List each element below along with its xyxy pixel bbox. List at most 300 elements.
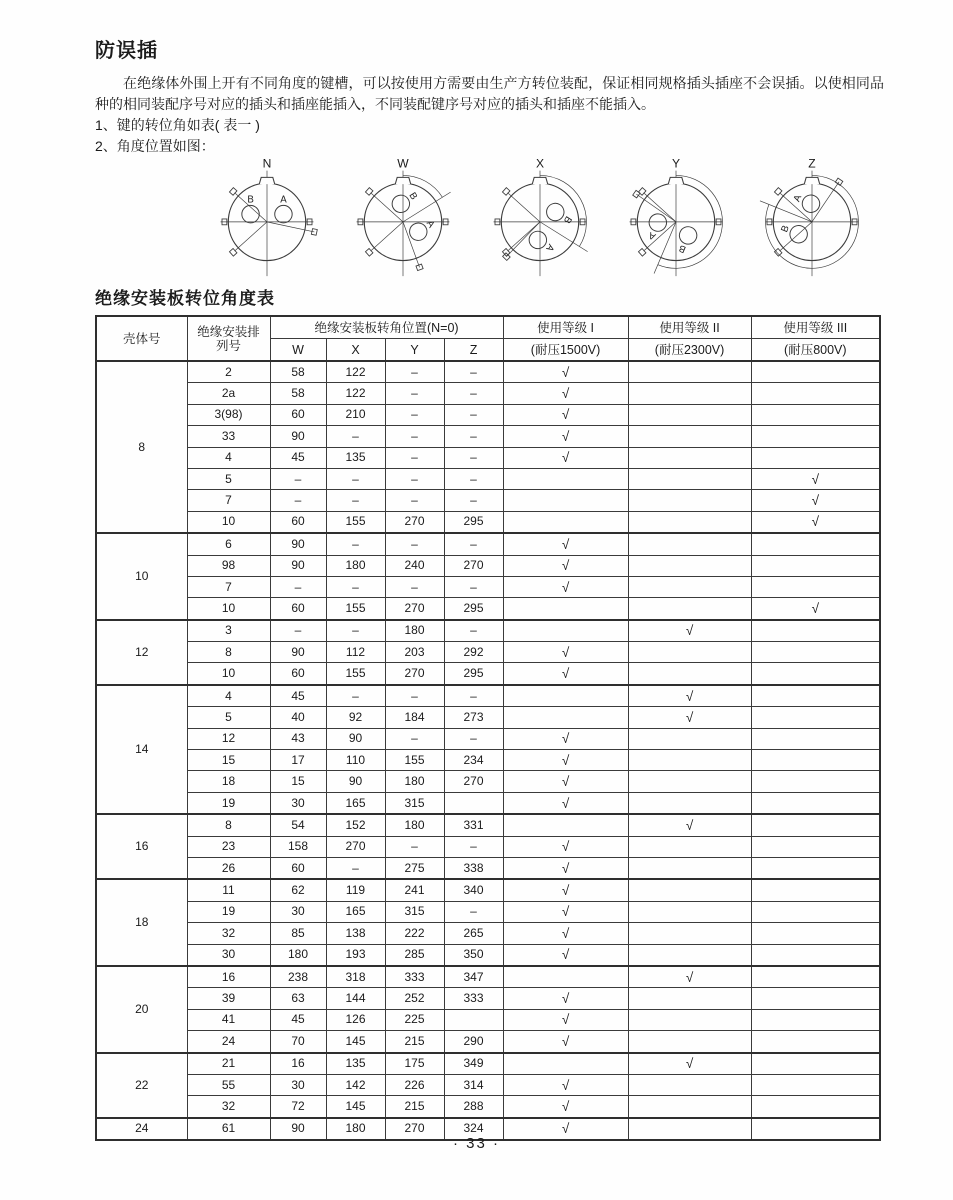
cell-w: 54 bbox=[270, 814, 326, 836]
cell-seq: 33 bbox=[187, 426, 270, 447]
cell-level-1: √ bbox=[503, 447, 628, 468]
header-level-3: 使用等级 III bbox=[751, 316, 880, 339]
cell-z: – bbox=[444, 383, 503, 404]
cell-level-3 bbox=[751, 1096, 880, 1118]
cell-level-3 bbox=[751, 361, 880, 383]
cell-level-3 bbox=[751, 642, 880, 663]
svg-text:W: W bbox=[397, 158, 409, 171]
connector-diagram-n bbox=[213, 158, 321, 278]
cell-x: 180 bbox=[326, 1118, 385, 1140]
cell-z: 340 bbox=[444, 879, 503, 901]
svg-text:A: A bbox=[646, 229, 658, 242]
cell-level-2: √ bbox=[628, 966, 751, 988]
cell-seq: 5 bbox=[187, 707, 270, 728]
cell-level-2 bbox=[628, 511, 751, 533]
cell-level-2 bbox=[628, 404, 751, 425]
cell-shell: 10 bbox=[96, 533, 187, 620]
cell-level-1: √ bbox=[503, 1096, 628, 1118]
header-shell: 壳体号 bbox=[96, 316, 187, 361]
cell-level-2 bbox=[628, 383, 751, 404]
cell-x: – bbox=[326, 857, 385, 879]
cell-y: 180 bbox=[385, 814, 444, 836]
cell-w: – bbox=[270, 620, 326, 642]
cell-z: – bbox=[444, 685, 503, 707]
cell-z: 295 bbox=[444, 511, 503, 533]
cell-y: – bbox=[385, 728, 444, 749]
header-col-z: Z bbox=[444, 339, 503, 362]
cell-z: 270 bbox=[444, 771, 503, 792]
header-seq-line2: 列号 bbox=[215, 338, 241, 353]
cell-y: – bbox=[385, 404, 444, 425]
cell-level-2 bbox=[628, 663, 751, 685]
cell-y: 215 bbox=[385, 1096, 444, 1118]
cell-w: 60 bbox=[270, 663, 326, 685]
cell-seq: 12 bbox=[187, 728, 270, 749]
cell-level-3 bbox=[751, 707, 880, 728]
cell-x: – bbox=[326, 468, 385, 489]
cell-level-2 bbox=[628, 490, 751, 511]
cell-z: 288 bbox=[444, 1096, 503, 1118]
cell-level-1: √ bbox=[503, 792, 628, 814]
cell-x: – bbox=[326, 533, 385, 555]
cell-seq: 24 bbox=[187, 1031, 270, 1053]
cell-y: 180 bbox=[385, 771, 444, 792]
cell-seq: 21 bbox=[187, 1053, 270, 1075]
cell-level-1: √ bbox=[503, 1009, 628, 1030]
cell-level-3 bbox=[751, 1074, 880, 1095]
cell-w: 30 bbox=[270, 901, 326, 922]
cell-seq: 8 bbox=[187, 814, 270, 836]
table-row bbox=[96, 490, 880, 511]
header-col-w: W bbox=[270, 339, 326, 362]
cell-level-3 bbox=[751, 426, 880, 447]
cell-level-2: √ bbox=[628, 707, 751, 728]
cell-w: 45 bbox=[270, 447, 326, 468]
table-row bbox=[96, 814, 880, 836]
cell-y: 285 bbox=[385, 944, 444, 966]
cell-y: 275 bbox=[385, 857, 444, 879]
cell-x: 210 bbox=[326, 404, 385, 425]
cell-level-1: √ bbox=[503, 426, 628, 447]
table-row bbox=[96, 1009, 880, 1030]
cell-z: 290 bbox=[444, 1031, 503, 1053]
cell-y: – bbox=[385, 426, 444, 447]
cell-z: 338 bbox=[444, 857, 503, 879]
cell-y: 155 bbox=[385, 750, 444, 771]
cell-level-1: √ bbox=[503, 404, 628, 425]
header-angle-group: 绝缘安装板转角位置(N=0) bbox=[270, 316, 503, 339]
cell-x: 122 bbox=[326, 383, 385, 404]
cell-level-3: √ bbox=[751, 490, 880, 511]
cell-w: 45 bbox=[270, 685, 326, 707]
cell-level-1: √ bbox=[503, 750, 628, 771]
cell-level-3 bbox=[751, 750, 880, 771]
cell-level-2 bbox=[628, 598, 751, 620]
cell-level-1: √ bbox=[503, 555, 628, 576]
cell-level-2 bbox=[628, 1031, 751, 1053]
cell-level-3 bbox=[751, 944, 880, 966]
cell-y: 270 bbox=[385, 663, 444, 685]
svg-text:B: B bbox=[677, 242, 688, 255]
cell-w: 63 bbox=[270, 988, 326, 1009]
cell-z bbox=[444, 792, 503, 814]
cell-w: 30 bbox=[270, 1074, 326, 1095]
cell-w: 43 bbox=[270, 728, 326, 749]
table-row bbox=[96, 383, 880, 404]
cell-z: – bbox=[444, 728, 503, 749]
cell-level-2: √ bbox=[628, 620, 751, 642]
cell-level-1 bbox=[503, 707, 628, 728]
cell-level-2 bbox=[628, 642, 751, 663]
cell-x: 135 bbox=[326, 1053, 385, 1075]
cell-level-2 bbox=[628, 771, 751, 792]
cell-level-1 bbox=[503, 511, 628, 533]
cell-seq: 41 bbox=[187, 1009, 270, 1030]
cell-z: 350 bbox=[444, 944, 503, 966]
cell-level-1 bbox=[503, 966, 628, 988]
cell-y: – bbox=[385, 468, 444, 489]
cell-w: 16 bbox=[270, 1053, 326, 1075]
cell-x: – bbox=[326, 490, 385, 511]
cell-seq: 26 bbox=[187, 857, 270, 879]
cell-y: – bbox=[385, 836, 444, 857]
cell-z: – bbox=[444, 447, 503, 468]
cell-level-2 bbox=[628, 901, 751, 922]
table-row bbox=[96, 447, 880, 468]
cell-shell: 14 bbox=[96, 685, 187, 814]
cell-y: 270 bbox=[385, 1118, 444, 1140]
cell-level-3 bbox=[751, 1053, 880, 1075]
cell-level-2 bbox=[628, 447, 751, 468]
cell-seq: 10 bbox=[187, 511, 270, 533]
svg-text:A: A bbox=[791, 193, 805, 204]
svg-text:Z: Z bbox=[808, 158, 816, 171]
cell-z: 234 bbox=[444, 750, 503, 771]
cell-z: 295 bbox=[444, 598, 503, 620]
table-row bbox=[96, 620, 880, 642]
cell-w: 180 bbox=[270, 944, 326, 966]
cell-y: – bbox=[385, 533, 444, 555]
cell-seq: 3(98) bbox=[187, 404, 270, 425]
cell-y: 315 bbox=[385, 792, 444, 814]
header-seq bbox=[187, 316, 270, 361]
cell-level-1 bbox=[503, 814, 628, 836]
table-row bbox=[96, 836, 880, 857]
cell-x: 126 bbox=[326, 1009, 385, 1030]
cell-seq: 10 bbox=[187, 663, 270, 685]
cell-x: 165 bbox=[326, 792, 385, 814]
cell-x: 112 bbox=[326, 642, 385, 663]
cell-level-3 bbox=[751, 901, 880, 922]
cell-level-2 bbox=[628, 792, 751, 814]
cell-level-3: √ bbox=[751, 598, 880, 620]
header-voltage-1: (耐压1500V) bbox=[503, 339, 628, 362]
cell-z: 292 bbox=[444, 642, 503, 663]
header-level-1: 使用等级 I bbox=[503, 316, 628, 339]
cell-y: – bbox=[385, 685, 444, 707]
cell-shell: 16 bbox=[96, 814, 187, 879]
cell-w: 90 bbox=[270, 642, 326, 663]
header-level-2: 使用等级 II bbox=[628, 316, 751, 339]
cell-level-3 bbox=[751, 383, 880, 404]
cell-w: 90 bbox=[270, 533, 326, 555]
cell-level-3 bbox=[751, 728, 880, 749]
cell-seq: 61 bbox=[187, 1118, 270, 1140]
cell-w: 158 bbox=[270, 836, 326, 857]
cell-x: 155 bbox=[326, 663, 385, 685]
cell-w: 45 bbox=[270, 1009, 326, 1030]
cell-level-2 bbox=[628, 923, 751, 944]
cell-x: 122 bbox=[326, 361, 385, 383]
cell-w: 238 bbox=[270, 966, 326, 988]
cell-level-2: √ bbox=[628, 685, 751, 707]
cell-level-1 bbox=[503, 490, 628, 511]
cell-y: 252 bbox=[385, 988, 444, 1009]
cell-z: 273 bbox=[444, 707, 503, 728]
cell-seq: 8 bbox=[187, 642, 270, 663]
angle-position-diagrams bbox=[213, 158, 868, 278]
cell-level-1 bbox=[503, 685, 628, 707]
cell-level-1: √ bbox=[503, 361, 628, 383]
cell-level-3 bbox=[751, 1031, 880, 1053]
cell-z: 314 bbox=[444, 1074, 503, 1095]
cell-level-3 bbox=[751, 879, 880, 901]
cell-shell: 18 bbox=[96, 879, 187, 966]
table-row bbox=[96, 728, 880, 749]
cell-level-1 bbox=[503, 620, 628, 642]
cell-x: 155 bbox=[326, 511, 385, 533]
cell-level-3 bbox=[751, 404, 880, 425]
cell-seq: 30 bbox=[187, 944, 270, 966]
svg-text:B: B bbox=[779, 223, 792, 234]
cell-level-1: √ bbox=[503, 1031, 628, 1053]
cell-level-1: √ bbox=[503, 901, 628, 922]
cell-level-3 bbox=[751, 555, 880, 576]
cell-w: 70 bbox=[270, 1031, 326, 1053]
angle-figure-y bbox=[622, 158, 732, 278]
table-row bbox=[96, 361, 880, 383]
cell-level-2 bbox=[628, 576, 751, 597]
connector-diagram-w bbox=[349, 158, 457, 278]
cell-level-2 bbox=[628, 361, 751, 383]
page-title: 防误插 bbox=[95, 40, 158, 62]
cell-y: 241 bbox=[385, 879, 444, 901]
cell-seq: 19 bbox=[187, 792, 270, 814]
cell-level-1: √ bbox=[503, 1118, 628, 1140]
cell-w: 60 bbox=[270, 404, 326, 425]
cell-seq: 3 bbox=[187, 620, 270, 642]
cell-x: – bbox=[326, 685, 385, 707]
cell-x: 135 bbox=[326, 447, 385, 468]
cell-seq: 11 bbox=[187, 879, 270, 901]
cell-y: 180 bbox=[385, 620, 444, 642]
cell-y: 225 bbox=[385, 1009, 444, 1030]
table-row bbox=[96, 707, 880, 728]
cell-z: 265 bbox=[444, 923, 503, 944]
cell-seq: 4 bbox=[187, 447, 270, 468]
cell-w: – bbox=[270, 468, 326, 489]
table-row bbox=[96, 1074, 880, 1095]
table-row bbox=[96, 944, 880, 966]
table-title: 绝缘安装板转位角度表 bbox=[95, 289, 275, 308]
svg-text:A: A bbox=[542, 241, 556, 254]
cell-x: 90 bbox=[326, 728, 385, 749]
cell-y: – bbox=[385, 576, 444, 597]
cell-seq: 6 bbox=[187, 533, 270, 555]
cell-w: 40 bbox=[270, 707, 326, 728]
cell-seq: 98 bbox=[187, 555, 270, 576]
cell-x: 180 bbox=[326, 555, 385, 576]
cell-level-2: √ bbox=[628, 814, 751, 836]
cell-x: 145 bbox=[326, 1096, 385, 1118]
cell-w: 60 bbox=[270, 598, 326, 620]
cell-shell: 12 bbox=[96, 620, 187, 685]
angle-figure-n bbox=[213, 158, 323, 278]
table-row bbox=[96, 598, 880, 620]
cell-level-3 bbox=[751, 857, 880, 879]
cell-level-2 bbox=[628, 1009, 751, 1030]
cell-seq: 32 bbox=[187, 923, 270, 944]
cell-level-2 bbox=[628, 750, 751, 771]
cell-level-2 bbox=[628, 555, 751, 576]
cell-w: 90 bbox=[270, 555, 326, 576]
table-row bbox=[96, 404, 880, 425]
cell-level-3 bbox=[751, 1009, 880, 1030]
cell-level-1 bbox=[503, 468, 628, 489]
cell-y: 270 bbox=[385, 511, 444, 533]
cell-y: 226 bbox=[385, 1074, 444, 1095]
cell-seq: 5 bbox=[187, 468, 270, 489]
table-row bbox=[96, 511, 880, 533]
cell-x: – bbox=[326, 620, 385, 642]
svg-text:B: B bbox=[560, 213, 574, 226]
cell-level-1: √ bbox=[503, 576, 628, 597]
cell-level-1 bbox=[503, 1053, 628, 1075]
table-row bbox=[96, 750, 880, 771]
table-row bbox=[96, 533, 880, 555]
cell-w: – bbox=[270, 490, 326, 511]
table-row bbox=[96, 642, 880, 663]
cell-z: 295 bbox=[444, 663, 503, 685]
cell-x: 165 bbox=[326, 901, 385, 922]
table-row bbox=[96, 468, 880, 489]
cell-y: 184 bbox=[385, 707, 444, 728]
table-row bbox=[96, 1053, 880, 1075]
header-col-y: Y bbox=[385, 339, 444, 362]
cell-seq: 16 bbox=[187, 966, 270, 988]
svg-text:A: A bbox=[424, 218, 437, 230]
cell-level-3 bbox=[751, 792, 880, 814]
cell-level-2 bbox=[628, 1074, 751, 1095]
cell-y: 222 bbox=[385, 923, 444, 944]
table-row bbox=[96, 576, 880, 597]
rotation-table-body bbox=[96, 361, 880, 1140]
cell-w: 62 bbox=[270, 879, 326, 901]
cell-w: 58 bbox=[270, 383, 326, 404]
table-row bbox=[96, 901, 880, 922]
cell-z: – bbox=[444, 901, 503, 922]
connector-diagram-y bbox=[622, 158, 730, 278]
cell-z: – bbox=[444, 836, 503, 857]
cell-seq: 2a bbox=[187, 383, 270, 404]
cell-x: 270 bbox=[326, 836, 385, 857]
cell-level-2 bbox=[628, 879, 751, 901]
cell-level-2 bbox=[628, 857, 751, 879]
cell-shell: 24 bbox=[96, 1118, 187, 1140]
cell-w: 60 bbox=[270, 511, 326, 533]
cell-w: 58 bbox=[270, 361, 326, 383]
cell-level-2 bbox=[628, 426, 751, 447]
cell-level-1: √ bbox=[503, 383, 628, 404]
cell-level-1: √ bbox=[503, 642, 628, 663]
angle-figure-z bbox=[758, 158, 868, 278]
cell-level-2 bbox=[628, 1096, 751, 1118]
connector-diagram-z bbox=[758, 158, 866, 278]
svg-text:X: X bbox=[535, 158, 544, 171]
cell-level-3 bbox=[751, 620, 880, 642]
cell-level-2 bbox=[628, 944, 751, 966]
cell-w: 17 bbox=[270, 750, 326, 771]
cell-level-2 bbox=[628, 728, 751, 749]
cell-level-3: √ bbox=[751, 468, 880, 489]
cell-level-1: √ bbox=[503, 771, 628, 792]
cell-level-3: √ bbox=[751, 511, 880, 533]
connector-diagram-x bbox=[486, 158, 594, 278]
cell-level-3 bbox=[751, 447, 880, 468]
cell-w: 90 bbox=[270, 1118, 326, 1140]
cell-y: 240 bbox=[385, 555, 444, 576]
cell-z: 331 bbox=[444, 814, 503, 836]
cell-seq: 10 bbox=[187, 598, 270, 620]
intro-paragraph: 在绝缘体外围上开有不同角度的键槽，可以按使用方需要由生产方转位装配，保证相同规格插头插座不会误插。以使相同品种的相同装配序号对应的插头和插座能插入，不同装配键序号对应的插头和插座不能插入。 bbox=[95, 75, 884, 112]
svg-text:A: A bbox=[280, 194, 287, 206]
cell-z: 324 bbox=[444, 1118, 503, 1140]
table-row bbox=[96, 1096, 880, 1118]
cell-level-1: √ bbox=[503, 923, 628, 944]
cell-seq: 19 bbox=[187, 901, 270, 922]
table-row bbox=[96, 663, 880, 685]
cell-level-2 bbox=[628, 836, 751, 857]
cell-x: 155 bbox=[326, 598, 385, 620]
cell-z: 333 bbox=[444, 988, 503, 1009]
header-voltage-3: (耐压800V) bbox=[751, 339, 880, 362]
cell-x: 152 bbox=[326, 814, 385, 836]
cell-z: – bbox=[444, 468, 503, 489]
cell-y: – bbox=[385, 490, 444, 511]
cell-shell: 20 bbox=[96, 966, 187, 1053]
cell-seq: 23 bbox=[187, 836, 270, 857]
rotation-angle-table bbox=[95, 315, 881, 1141]
cell-x: 138 bbox=[326, 923, 385, 944]
svg-text:Y: Y bbox=[671, 158, 680, 171]
svg-text:B: B bbox=[406, 190, 420, 202]
cell-x: 318 bbox=[326, 966, 385, 988]
cell-level-2 bbox=[628, 533, 751, 555]
list-item-2: 2、角度位置如图： bbox=[95, 138, 215, 154]
cell-x: 110 bbox=[326, 750, 385, 771]
cell-z: – bbox=[444, 404, 503, 425]
cell-z bbox=[444, 1009, 503, 1030]
cell-y: 215 bbox=[385, 1031, 444, 1053]
table-row bbox=[96, 923, 880, 944]
cell-x: – bbox=[326, 576, 385, 597]
cell-seq: 32 bbox=[187, 1096, 270, 1118]
table-row bbox=[96, 879, 880, 901]
cell-x: 142 bbox=[326, 1074, 385, 1095]
cell-z: 347 bbox=[444, 966, 503, 988]
cell-level-1: √ bbox=[503, 879, 628, 901]
cell-z: – bbox=[444, 361, 503, 383]
